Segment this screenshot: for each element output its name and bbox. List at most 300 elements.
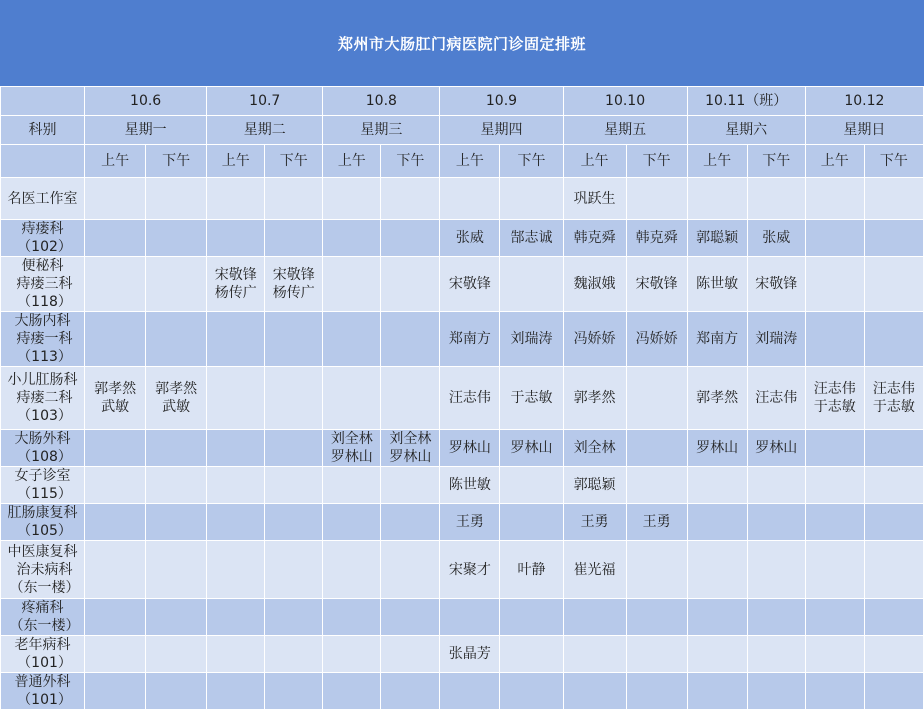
- doctor-name: 罗林山: [755, 440, 798, 456]
- doctor-name: 陈世敏: [448, 477, 491, 493]
- doctor-name: 于志敏: [510, 390, 553, 406]
- dept-name: 肛肠康复科: [7, 505, 78, 521]
- am-shift-cell: [207, 673, 265, 710]
- pm-shift-cell: [626, 599, 687, 636]
- am-shift-cell: [805, 257, 864, 312]
- pm-shift-cell: [146, 367, 207, 430]
- am-shift-cell: [687, 541, 747, 599]
- am-shift-cell: [323, 673, 381, 710]
- doctor-name: 武敏: [101, 399, 130, 415]
- am-shift-cell: [687, 467, 747, 504]
- am-shift-cell: [207, 467, 265, 504]
- pm-shift-cell: [146, 541, 207, 599]
- dept-cell: [1, 178, 85, 220]
- date-cell: 10.6: [85, 87, 207, 116]
- am-shift-cell: [440, 467, 500, 504]
- am-shift-cell: [323, 636, 381, 673]
- am-shift-cell: [687, 430, 747, 467]
- am-shift-cell: [323, 504, 381, 541]
- am-shift-cell: [323, 367, 381, 430]
- doctor-name: 陈世敏: [696, 276, 739, 292]
- doctor-name: 崔光福: [573, 561, 616, 578]
- am-shift-cell: [805, 367, 864, 430]
- dept-name: 老年病科: [14, 637, 71, 653]
- dept-subname: （102）: [17, 239, 72, 255]
- doctor-name: 郭孝然: [696, 390, 739, 406]
- am-shift-cell: [563, 541, 626, 599]
- dept-subname: （113）: [17, 349, 72, 365]
- pm-shift-cell: [381, 178, 440, 220]
- pm-header: 下午: [626, 145, 687, 178]
- am-shift-cell: [687, 673, 747, 710]
- dept-name: 普通外科: [14, 674, 71, 690]
- pm-shift-cell: [265, 430, 323, 467]
- am-header: 上午: [440, 145, 500, 178]
- pm-shift-cell: [864, 312, 923, 367]
- am-shift-cell: [563, 636, 626, 673]
- doctor-name: 于志敏: [813, 399, 856, 415]
- am-header: 上午: [805, 145, 864, 178]
- doctor-name: 罗林山: [510, 440, 553, 456]
- pm-shift-cell: [265, 178, 323, 220]
- dept-name: 大肠外科: [14, 431, 71, 447]
- am-shift-cell: [85, 367, 146, 430]
- am-shift-cell: [440, 673, 500, 710]
- pm-shift-cell: [626, 467, 687, 504]
- doctor-name: 冯娇娇: [635, 331, 678, 347]
- pm-shift-cell: [265, 312, 323, 367]
- am-shift-cell: [563, 220, 626, 257]
- schedule-row: [1, 430, 924, 467]
- pm-shift-cell: [747, 541, 805, 599]
- am-shift-cell: [323, 599, 381, 636]
- dept-cell: [1, 220, 85, 257]
- am-shift-cell: [440, 541, 500, 599]
- am-shift-cell: [563, 367, 626, 430]
- am-shift-cell: [85, 541, 146, 599]
- pm-shift-cell: [265, 673, 323, 710]
- doctor-name: 冯娇娇: [573, 331, 616, 347]
- pm-shift-cell: [864, 504, 923, 541]
- dept-name: 中医康复科: [7, 543, 78, 560]
- pm-shift-cell: [626, 312, 687, 367]
- dept-cell: [1, 467, 85, 504]
- pm-shift-cell: [626, 504, 687, 541]
- date-cell: 10.9: [440, 87, 563, 116]
- doctor-name: 张威: [455, 230, 484, 246]
- doctor-name: 宋敬锋: [448, 276, 491, 292]
- dept-cell: [1, 312, 85, 367]
- am-shift-cell: [440, 312, 500, 367]
- weekday-cell: 星期六: [687, 116, 805, 145]
- am-shift-cell: [687, 636, 747, 673]
- date-cell: 10.11（班）: [687, 87, 805, 116]
- weekday-cell: 星期一: [85, 116, 207, 145]
- dept-column-header: 科别: [1, 116, 85, 145]
- dept-subname: 治未病科: [16, 561, 73, 578]
- am-shift-cell: [805, 220, 864, 257]
- dept-name: 痔瘘科: [21, 221, 64, 237]
- pm-shift-cell: [864, 367, 923, 430]
- am-shift-cell: [563, 312, 626, 367]
- pm-shift-cell: [864, 673, 923, 710]
- doctor-name: 郭孝然: [94, 381, 137, 397]
- pm-shift-cell: [500, 541, 563, 599]
- doctor-name: 杨传广: [214, 285, 257, 301]
- am-shift-cell: [323, 257, 381, 312]
- doctor-name: 郑南方: [448, 331, 491, 347]
- am-shift-cell: [85, 257, 146, 312]
- dept-subname: 痔瘘一科: [16, 331, 73, 347]
- am-shift-cell: [805, 599, 864, 636]
- am-shift-cell: [323, 178, 381, 220]
- doctor-name: 刘瑞涛: [755, 331, 798, 347]
- am-shift-cell: [85, 599, 146, 636]
- doctor-name: 郭孝然: [573, 390, 616, 406]
- pm-shift-cell: [500, 430, 563, 467]
- pm-shift-cell: [626, 178, 687, 220]
- dept-name: 名医工作室: [7, 190, 78, 207]
- am-shift-cell: [85, 220, 146, 257]
- doctor-name: 韩克舜: [635, 230, 678, 246]
- pm-shift-cell: [500, 673, 563, 710]
- am-shift-cell: [440, 257, 500, 312]
- pm-shift-cell: [500, 220, 563, 257]
- am-shift-cell: [85, 673, 146, 710]
- am-header: 上午: [323, 145, 381, 178]
- pm-shift-cell: [381, 673, 440, 710]
- pm-header: 下午: [747, 145, 805, 178]
- am-shift-cell: [563, 467, 626, 504]
- am-shift-cell: [687, 220, 747, 257]
- am-shift-cell: [687, 257, 747, 312]
- dept-name: 大肠内科: [14, 313, 71, 329]
- doctor-name: 罗林山: [389, 449, 432, 465]
- doctor-name: 郜志诚: [510, 230, 553, 246]
- dept-subname: （108）: [17, 449, 72, 465]
- dept-subname: （东一楼）: [9, 618, 80, 634]
- am-shift-cell: [805, 467, 864, 504]
- schedule-row: [1, 467, 924, 504]
- pm-shift-cell: [747, 467, 805, 504]
- pm-shift-cell: [381, 257, 440, 312]
- am-shift-cell: [563, 504, 626, 541]
- doctor-name: 宋聚才: [448, 561, 491, 578]
- am-shift-cell: [687, 599, 747, 636]
- dept-subname: （101）: [17, 655, 72, 671]
- date-header-row: [1, 87, 924, 116]
- dept-cell: [1, 541, 85, 599]
- doctor-name: 叶静: [517, 561, 546, 578]
- doctor-name: 宋敬锋: [635, 276, 678, 292]
- am-shift-cell: [323, 541, 381, 599]
- corner-cell: [1, 87, 85, 116]
- pm-shift-cell: [146, 467, 207, 504]
- am-shift-cell: [440, 178, 500, 220]
- pm-shift-cell: [864, 257, 923, 312]
- doctor-name: 宋敬锋: [214, 267, 257, 283]
- pm-shift-cell: [747, 367, 805, 430]
- dept-subname: （101）: [17, 692, 72, 708]
- schedule-row: [1, 541, 924, 599]
- pm-shift-cell: [626, 367, 687, 430]
- doctor-name: 韩克舜: [573, 230, 616, 246]
- am-shift-cell: [323, 312, 381, 367]
- pm-shift-cell: [864, 636, 923, 673]
- pm-shift-cell: [146, 178, 207, 220]
- pm-shift-cell: [864, 467, 923, 504]
- pm-header: 下午: [381, 145, 440, 178]
- pm-shift-cell: [500, 599, 563, 636]
- pm-header: 下午: [864, 145, 923, 178]
- pm-shift-cell: [747, 257, 805, 312]
- date-cell: 10.7: [207, 87, 323, 116]
- pm-shift-cell: [500, 312, 563, 367]
- schedule-row: [1, 257, 924, 312]
- pm-shift-cell: [146, 599, 207, 636]
- dept-cell: [1, 504, 85, 541]
- am-shift-cell: [207, 430, 265, 467]
- pm-shift-cell: [500, 636, 563, 673]
- am-shift-cell: [805, 673, 864, 710]
- date-cell: 10.10: [563, 87, 687, 116]
- doctor-name: 宋敬锋: [755, 276, 798, 292]
- am-shift-cell: [563, 430, 626, 467]
- pm-shift-cell: [381, 541, 440, 599]
- weekday-cell: 星期日: [805, 116, 923, 145]
- am-shift-cell: [207, 220, 265, 257]
- pm-shift-cell: [747, 312, 805, 367]
- am-shift-cell: [323, 220, 381, 257]
- schedule-row: [1, 312, 924, 367]
- pm-shift-cell: [381, 312, 440, 367]
- pm-shift-cell: [626, 430, 687, 467]
- am-shift-cell: [207, 257, 265, 312]
- dept-subname: （115）: [17, 486, 72, 502]
- pm-shift-cell: [146, 430, 207, 467]
- am-shift-cell: [85, 504, 146, 541]
- doctor-name: 刘瑞涛: [510, 331, 553, 347]
- doctor-name: 刘全林: [389, 431, 432, 447]
- dept-subname: 痔瘘三科: [16, 276, 73, 292]
- pm-shift-cell: [265, 220, 323, 257]
- pm-shift-cell: [864, 541, 923, 599]
- weekday-cell: 星期二: [207, 116, 323, 145]
- dept-cell: [1, 257, 85, 312]
- pm-shift-cell: [747, 599, 805, 636]
- am-shift-cell: [85, 636, 146, 673]
- pm-shift-cell: [146, 220, 207, 257]
- am-shift-cell: [207, 599, 265, 636]
- pm-shift-cell: [381, 367, 440, 430]
- am-shift-cell: [85, 312, 146, 367]
- pm-shift-cell: [265, 257, 323, 312]
- doctor-name: 罗林山: [330, 449, 373, 465]
- doctor-name: 于志敏: [872, 399, 915, 415]
- am-shift-cell: [440, 599, 500, 636]
- pm-shift-cell: [265, 504, 323, 541]
- am-shift-cell: [207, 636, 265, 673]
- dept-cell: [1, 367, 85, 430]
- dept-subname: 痔瘘二科: [16, 390, 73, 406]
- pm-header: 下午: [265, 145, 323, 178]
- pm-shift-cell: [146, 312, 207, 367]
- dept-cell: [1, 636, 85, 673]
- pm-shift-cell: [146, 504, 207, 541]
- am-shift-cell: [687, 312, 747, 367]
- am-shift-cell: [687, 504, 747, 541]
- doctor-name: 魏淑娥: [573, 276, 616, 292]
- am-shift-cell: [440, 220, 500, 257]
- pm-shift-cell: [747, 430, 805, 467]
- am-header: 上午: [563, 145, 626, 178]
- date-cell: 10.8: [323, 87, 440, 116]
- dept-subname: （105）: [17, 523, 72, 539]
- am-shift-cell: [440, 636, 500, 673]
- pm-header: 下午: [500, 145, 563, 178]
- am-shift-cell: [207, 367, 265, 430]
- pm-shift-cell: [381, 636, 440, 673]
- am-header: 上午: [85, 145, 146, 178]
- pm-shift-cell: [500, 178, 563, 220]
- dept-name: 便秘科: [21, 258, 64, 274]
- schedule-row: [1, 673, 924, 710]
- am-header: 上午: [687, 145, 747, 178]
- doctor-name: 武敏: [162, 399, 191, 415]
- am-shift-cell: [323, 467, 381, 504]
- am-shift-cell: [805, 504, 864, 541]
- weekday-cell: 星期三: [323, 116, 440, 145]
- pm-shift-cell: [864, 599, 923, 636]
- am-shift-cell: [805, 636, 864, 673]
- doctor-name: 汪志伟: [872, 381, 915, 397]
- ampm-header-row: [1, 145, 924, 178]
- pm-shift-cell: [747, 673, 805, 710]
- am-shift-cell: [323, 430, 381, 467]
- pm-shift-cell: [747, 220, 805, 257]
- doctor-name: 张威: [762, 230, 791, 246]
- am-shift-cell: [85, 430, 146, 467]
- doctor-name: 汪志伟: [448, 390, 491, 406]
- pm-shift-cell: [381, 467, 440, 504]
- doctor-name: 王勇: [642, 514, 671, 530]
- doctor-name: 郭聪颖: [573, 477, 616, 493]
- pm-shift-cell: [146, 636, 207, 673]
- pm-shift-cell: [381, 220, 440, 257]
- doctor-name: 汪志伟: [755, 390, 798, 406]
- am-shift-cell: [805, 541, 864, 599]
- am-shift-cell: [563, 673, 626, 710]
- pm-shift-cell: [626, 673, 687, 710]
- doctor-name: 郑南方: [696, 331, 739, 347]
- pm-shift-cell: [747, 504, 805, 541]
- am-shift-cell: [687, 367, 747, 430]
- title-banner: [0, 0, 924, 86]
- am-shift-cell: [440, 430, 500, 467]
- pm-shift-cell: [626, 257, 687, 312]
- dept-name: 女子诊室: [14, 468, 71, 484]
- am-shift-cell: [805, 430, 864, 467]
- am-shift-cell: [563, 599, 626, 636]
- pm-shift-cell: [864, 178, 923, 220]
- dept-subname: （118）: [17, 294, 72, 310]
- pm-shift-cell: [500, 367, 563, 430]
- dept-name: 疼痛科: [21, 600, 64, 616]
- doctor-name: 宋敬锋: [272, 267, 315, 283]
- dept-name: 小儿肛肠科: [7, 372, 78, 388]
- am-shift-cell: [85, 178, 146, 220]
- pm-shift-cell: [626, 541, 687, 599]
- pm-shift-cell: [747, 178, 805, 220]
- doctor-name: 罗林山: [696, 440, 739, 456]
- pm-header: 下午: [146, 145, 207, 178]
- schedule-row: [1, 367, 924, 430]
- schedule-row: [1, 504, 924, 541]
- pm-shift-cell: [265, 636, 323, 673]
- doctor-name: 杨传广: [272, 285, 315, 301]
- dept-subname: （103）: [17, 408, 72, 424]
- schedule-row: [1, 599, 924, 636]
- corner-cell: [1, 145, 85, 178]
- pm-shift-cell: [381, 504, 440, 541]
- doctor-name: 王勇: [580, 514, 609, 530]
- am-shift-cell: [440, 367, 500, 430]
- dept-cell: [1, 673, 85, 710]
- am-shift-cell: [563, 257, 626, 312]
- pm-shift-cell: [864, 220, 923, 257]
- pm-shift-cell: [381, 599, 440, 636]
- am-shift-cell: [207, 541, 265, 599]
- pm-shift-cell: [265, 367, 323, 430]
- am-shift-cell: [687, 178, 747, 220]
- am-shift-cell: [805, 178, 864, 220]
- dept-subname: （东一楼）: [9, 579, 80, 596]
- pm-shift-cell: [500, 467, 563, 504]
- doctor-name: 郭聪颖: [696, 230, 739, 246]
- pm-shift-cell: [146, 673, 207, 710]
- doctor-name: 刘全林: [573, 440, 616, 456]
- weekday-header-row: [1, 116, 924, 145]
- pm-shift-cell: [381, 430, 440, 467]
- pm-shift-cell: [500, 257, 563, 312]
- am-shift-cell: [805, 312, 864, 367]
- doctor-name: 王勇: [455, 514, 484, 530]
- schedule-row: [1, 220, 924, 257]
- am-shift-cell: [440, 504, 500, 541]
- schedule-row: [1, 178, 924, 220]
- dept-cell: [1, 599, 85, 636]
- pm-shift-cell: [626, 636, 687, 673]
- weekday-cell: 星期四: [440, 116, 563, 145]
- am-shift-cell: [207, 178, 265, 220]
- pm-shift-cell: [500, 504, 563, 541]
- doctor-name: 巩跃生: [573, 190, 616, 207]
- doctor-name: 罗林山: [448, 440, 491, 456]
- dept-cell: [1, 430, 85, 467]
- am-shift-cell: [207, 504, 265, 541]
- doctor-name: 刘全林: [330, 431, 373, 447]
- pm-shift-cell: [265, 599, 323, 636]
- pm-shift-cell: [146, 257, 207, 312]
- schedule-table: [0, 86, 924, 710]
- pm-shift-cell: [864, 430, 923, 467]
- am-header: 上午: [207, 145, 265, 178]
- doctor-name: 郭孝然: [155, 381, 198, 397]
- pm-shift-cell: [265, 467, 323, 504]
- doctor-name: 汪志伟: [813, 381, 856, 397]
- pm-shift-cell: [265, 541, 323, 599]
- pm-shift-cell: [626, 220, 687, 257]
